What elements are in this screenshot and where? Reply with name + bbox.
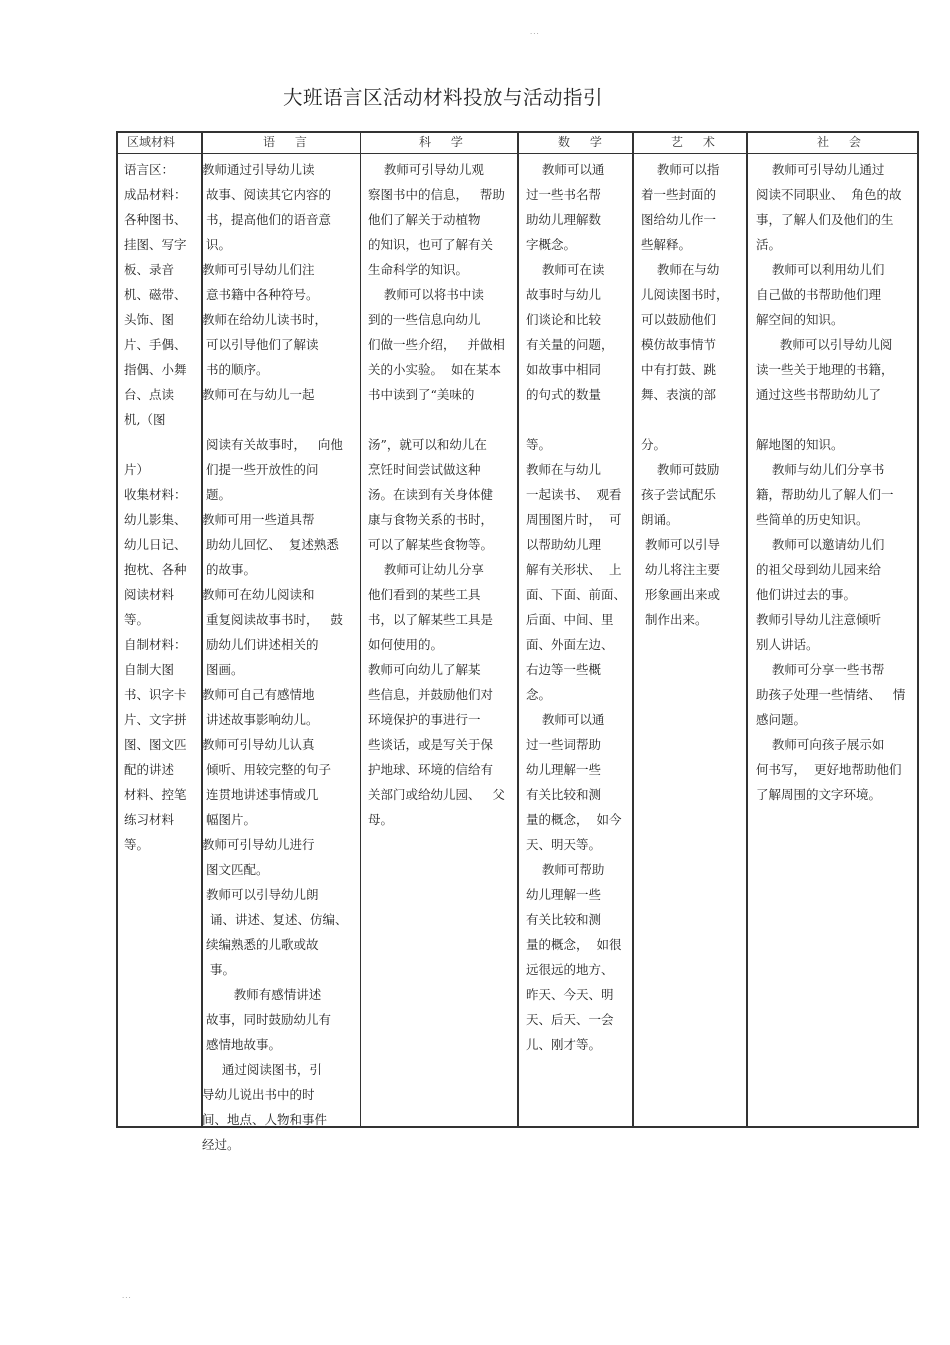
cell-text-line: 教师可引导幼儿通过 bbox=[756, 162, 885, 177]
cell-text-line: 教师通过引导幼儿读 bbox=[202, 162, 315, 177]
cell-text-line: 助幼儿回忆、 复述熟悉 bbox=[202, 537, 339, 552]
cell-text-line: 些谈话，或是写关于保 bbox=[368, 737, 494, 752]
cell-text-line: 教师可以通 bbox=[526, 712, 605, 727]
language-column bbox=[202, 157, 347, 1157]
cell-text-line: 教师可以指 bbox=[641, 162, 720, 177]
cell-text-line: 图、图文匹 bbox=[124, 737, 187, 752]
math-column bbox=[526, 157, 626, 1057]
cell-text-line: 助幼儿理解数 bbox=[526, 212, 602, 227]
cell-text-line: 他们了解关于动植物 bbox=[368, 212, 481, 227]
cell-text-line: 幼儿将注主要 bbox=[641, 562, 720, 577]
cell-text-line: 幼儿理解一些 bbox=[526, 887, 602, 902]
cell-text-line: 幼儿日记、 bbox=[124, 537, 187, 552]
column-border bbox=[517, 131, 519, 1128]
cell-text-line bbox=[202, 407, 347, 432]
cell-text-line: 书、识字卡 bbox=[124, 687, 187, 702]
cell-text-line: 教师可分享一些书帮 bbox=[756, 662, 885, 677]
cell-text-line: 教师在与幼儿 bbox=[526, 462, 602, 477]
cell-text-line: 助孩子处理一些情绪、 情 bbox=[756, 687, 906, 702]
cell-text-line: 机,（图 bbox=[124, 412, 166, 427]
cell-text-line: 关部门或给幼儿园、 父 bbox=[368, 787, 505, 802]
cell-text-line: 感情地故事。 bbox=[202, 1037, 281, 1052]
cell-text-line: 教师可帮助 bbox=[526, 862, 605, 877]
science-column bbox=[368, 157, 505, 832]
cell-text-line: 活。 bbox=[756, 237, 782, 252]
cell-text-line: 教师有感情讲述 bbox=[202, 987, 322, 1002]
cell-text-line: 指偶、小舞 bbox=[124, 362, 187, 377]
cell-text-line: 舞、表演的部 bbox=[641, 387, 717, 402]
cell-text-line: 昨天、今天、明 bbox=[526, 987, 614, 1002]
cell-text-line: 们提一些开放性的问 bbox=[202, 462, 319, 477]
header-science: 科 学 bbox=[419, 135, 471, 149]
cell-text-line: 配的讲述 bbox=[124, 762, 175, 777]
cell-text-line: 环境保护的事进行一 bbox=[368, 712, 481, 727]
cell-text-line: 事，了解人们及他们的生 bbox=[756, 212, 894, 227]
cell-text-line: 籍，帮助幼儿了解人们一 bbox=[756, 487, 894, 502]
cell-text-line: 教师可在与幼儿一起 bbox=[202, 387, 315, 402]
cell-text-line: 别人讲话。 bbox=[756, 637, 819, 652]
cell-text-line: 面、外面左边、 bbox=[526, 637, 614, 652]
cell-text-line: 感问题。 bbox=[756, 712, 807, 727]
cell-text-line: 成品材料： bbox=[124, 187, 187, 202]
cell-text-line: 教师可以引导幼儿阅 bbox=[756, 337, 893, 352]
cell-text-line: 解有关形状、 上 bbox=[526, 562, 622, 577]
cell-text-line: 教师可在幼儿阅读和 bbox=[202, 587, 315, 602]
cell-text-line: 有关量的问题， bbox=[526, 337, 614, 352]
cell-text-line: 故事时与幼儿 bbox=[526, 287, 602, 302]
cell-text-line: 读一些关于地理的书籍， bbox=[756, 362, 894, 377]
cell-text-line bbox=[368, 407, 505, 432]
cell-text-line: 教师可以利用幼儿们 bbox=[756, 262, 885, 277]
column-border bbox=[917, 131, 919, 1128]
cell-text-line: 面、下面、前面、 bbox=[526, 587, 627, 602]
cell-text-line: 些解释。 bbox=[641, 237, 692, 252]
column-border bbox=[632, 131, 634, 1128]
cell-text-line: 通过阅读图书，引 bbox=[202, 1062, 322, 1077]
page-title: 大班语言区活动材料投放与活动指引 bbox=[283, 86, 604, 109]
cell-text-line: 儿、刚才等。 bbox=[526, 1037, 602, 1052]
header-language: 语 言 bbox=[263, 135, 315, 149]
cell-text-line: 教师可引导幼儿们注 bbox=[202, 262, 315, 277]
cell-text-line: 间、地点、人物和事件 bbox=[202, 1112, 328, 1127]
cell-text-line: 何书写， 更好地帮助他们 bbox=[756, 762, 902, 777]
cell-text-line: 汤”，就可以和幼儿在 bbox=[368, 437, 487, 452]
cell-text-line: 头饰、图 bbox=[124, 312, 175, 327]
cell-text-line: 教师可以通 bbox=[526, 162, 605, 177]
cell-text-line: 着一些封面的 bbox=[641, 187, 717, 202]
materials-column bbox=[124, 157, 187, 857]
cell-text-line: 教师在给幼儿读书时， bbox=[202, 312, 328, 327]
cell-text-line: 教师与幼儿们分享书 bbox=[756, 462, 885, 477]
cell-text-line: 阅读不同职业、 角色的故 bbox=[756, 187, 902, 202]
cell-text-line: 自制大图 bbox=[124, 662, 175, 677]
cell-text-line: 如故事中相同 bbox=[526, 362, 602, 377]
cell-text-line: 过一些书名帮 bbox=[526, 187, 602, 202]
cell-text-line: 机、磁带、 bbox=[124, 287, 187, 302]
cell-text-line: 解地图的知识。 bbox=[756, 437, 844, 452]
cell-text-line: 量的概念， 如今 bbox=[526, 812, 622, 827]
cell-text-line: 教师可引导幼儿认真 bbox=[202, 737, 315, 752]
cell-text-line: 远很远的地方、 bbox=[526, 962, 614, 977]
cell-text-line: 有关比较和测 bbox=[526, 787, 602, 802]
cell-text-line: 些简单的历史知识。 bbox=[756, 512, 869, 527]
cell-text-line: 意书籍中各种符号。 bbox=[202, 287, 319, 302]
cell-text-line: 续编熟悉的儿歌或故 bbox=[202, 937, 319, 952]
header-art: 艺 术 bbox=[671, 135, 723, 149]
cell-text-line: 们谈论和比较 bbox=[526, 312, 602, 327]
top-page-mark: ... bbox=[530, 28, 540, 36]
cell-text-line: 教师可鼓励 bbox=[641, 462, 720, 477]
header-math: 数 学 bbox=[558, 135, 610, 149]
cell-text-line: 各种图书、 bbox=[124, 212, 187, 227]
cell-text-line: 孩子尝试配乐 bbox=[641, 487, 717, 502]
cell-text-line: 书中读到了“美味的 bbox=[368, 387, 475, 402]
cell-text-line: 中有打鼓、跳 bbox=[641, 362, 717, 377]
column-border bbox=[746, 131, 748, 1128]
cell-text-line: 片） bbox=[124, 462, 150, 477]
cell-text-line: 教师在与幼 bbox=[641, 262, 720, 277]
cell-text-line: 幼儿理解一些 bbox=[526, 762, 602, 777]
cell-text-line: 事。 bbox=[202, 962, 235, 977]
cell-text-line: 的祖父母到幼儿园来给 bbox=[756, 562, 882, 577]
cell-text-line: 量的概念， 如很 bbox=[526, 937, 622, 952]
cell-text-line: 台、点读 bbox=[124, 387, 175, 402]
cell-text-line: 制作出来。 bbox=[641, 612, 708, 627]
cell-text-line: 讲述故事影响幼儿。 bbox=[202, 712, 319, 727]
cell-text-line: 可以鼓励他们 bbox=[641, 312, 717, 327]
cell-text-line: 导幼儿说出书中的时 bbox=[202, 1087, 315, 1102]
cell-text-line: 图画。 bbox=[202, 662, 244, 677]
cell-text-line: 教师可引导幼儿进行 bbox=[202, 837, 315, 852]
cell-text-line: 幅图片。 bbox=[202, 812, 256, 827]
cell-text-line: 模仿故事情节 bbox=[641, 337, 717, 352]
cell-text-line: 书，提高他们的语音意 bbox=[202, 212, 331, 227]
cell-text-line: 自己做的书帮助他们理 bbox=[756, 287, 882, 302]
cell-text-line: 们做一些介绍， 并做相 bbox=[368, 337, 505, 352]
cell-text-line: 板、录音 bbox=[124, 262, 175, 277]
header-society: 社 会 bbox=[817, 135, 869, 149]
cell-text-line: 他们讲过去的事。 bbox=[756, 587, 857, 602]
cell-text-line: 收集材料： bbox=[124, 487, 187, 502]
cell-text-line: 有关比较和测 bbox=[526, 912, 602, 927]
cell-text-line: 教师可自己有感情地 bbox=[202, 687, 315, 702]
cell-text-line: 挂图、写字 bbox=[124, 237, 187, 252]
cell-text-line: 等。 bbox=[526, 437, 552, 452]
cell-text-line: 教师可在读 bbox=[526, 262, 605, 277]
cell-text-line: 故事，同时鼓励幼儿有 bbox=[202, 1012, 331, 1027]
cell-text-line: 康与食物关系的书时， bbox=[368, 512, 494, 527]
cell-text-line: 到的一些信息向幼儿 bbox=[368, 312, 481, 327]
cell-text-line: 以帮助幼儿理 bbox=[526, 537, 602, 552]
header-materials: 区域材料 bbox=[127, 135, 176, 149]
art-column bbox=[641, 157, 729, 632]
cell-text-line: 解空间的知识。 bbox=[756, 312, 844, 327]
cell-text-line bbox=[124, 432, 187, 457]
cell-text-line bbox=[756, 407, 905, 432]
cell-text-line: 字概念。 bbox=[526, 237, 577, 252]
cell-text-line: 教师可以引导 bbox=[641, 537, 720, 552]
cell-text-line: 通过这些书帮助幼儿了 bbox=[756, 387, 882, 402]
cell-text-line: 一起读书、 观看 bbox=[526, 487, 622, 502]
bottom-page-mark: ... bbox=[122, 1292, 132, 1300]
cell-text-line: 护地球、环境的信给有 bbox=[368, 762, 494, 777]
cell-text-line: 书，以了解某些工具是 bbox=[368, 612, 494, 627]
cell-text-line: 天、明天等。 bbox=[526, 837, 602, 852]
cell-text-line: 天、后天、一会 bbox=[526, 1012, 614, 1027]
cell-text-line: 教师引导幼儿注意倾听 bbox=[756, 612, 882, 627]
cell-text-line: 片、手偶、 bbox=[124, 337, 187, 352]
column-border bbox=[116, 131, 118, 1128]
cell-text-line: 形象画出来或 bbox=[641, 587, 720, 602]
cell-text-line: 重复阅读故事书时， 鼓 bbox=[202, 612, 343, 627]
cell-text-line: 教师可向幼儿了解某 bbox=[368, 662, 481, 677]
cell-text-line: 可以引导他们了解读 bbox=[202, 337, 319, 352]
cell-text-line: 些信息，并鼓励他们对 bbox=[368, 687, 494, 702]
cell-text-line: 教师可用一些道具帮 bbox=[202, 512, 315, 527]
cell-text-line: 儿阅读图书时， bbox=[641, 287, 729, 302]
cell-text-line: 右边等一些概 bbox=[526, 662, 602, 677]
column-border bbox=[360, 131, 361, 1128]
cell-text-line: 过一些词帮助 bbox=[526, 737, 602, 752]
cell-text-line: 材料、控笔 bbox=[124, 787, 187, 802]
cell-text-line: 了解周围的文字环境。 bbox=[756, 787, 882, 802]
cell-text-line: 分。 bbox=[641, 437, 667, 452]
cell-text-line: 念。 bbox=[526, 687, 552, 702]
cell-text-line: 关的小实验。 如在某本 bbox=[368, 362, 501, 377]
cell-text-line: 等。 bbox=[124, 837, 150, 852]
cell-text-line: 教师可引导幼儿观 bbox=[368, 162, 484, 177]
cell-text-line: 母。 bbox=[368, 812, 394, 827]
cell-text-line: 汤。在读到有关身体健 bbox=[368, 487, 494, 502]
cell-text-line: 诵、讲述、复述、仿编、 bbox=[202, 912, 348, 927]
cell-text-line: 励幼儿们讲述相关的 bbox=[202, 637, 319, 652]
cell-text-line: 幼儿影集、 bbox=[124, 512, 187, 527]
cell-text-line: 后面、中间、里 bbox=[526, 612, 614, 627]
cell-text-line: 故事、阅读其它内容的 bbox=[202, 187, 331, 202]
cell-text-line bbox=[526, 407, 626, 432]
cell-text-line: 察图书中的信息， 帮助 bbox=[368, 187, 505, 202]
cell-text-line: 阅读材料 bbox=[124, 587, 175, 602]
activity-guide-table bbox=[116, 131, 919, 1152]
cell-text-line: 烹饪时间尝试做这种 bbox=[368, 462, 481, 477]
cell-text-line: 的句式的数量 bbox=[526, 387, 602, 402]
cell-text-line: 的知识，也可了解有关 bbox=[368, 237, 494, 252]
cell-text-line: 他们看到的某些工具 bbox=[368, 587, 481, 602]
cell-text-line: 图文匹配。 bbox=[202, 862, 269, 877]
cell-text-line bbox=[641, 407, 729, 432]
cell-text-line: 教师可向孩子展示如 bbox=[756, 737, 885, 752]
cell-text-line: 连贯地讲述事情或几 bbox=[202, 787, 319, 802]
cell-text-line: 教师可以将书中读 bbox=[368, 287, 484, 302]
cell-text-line: 倾听、用较完整的句子 bbox=[202, 762, 331, 777]
cell-text-line: 片、文字拼 bbox=[124, 712, 187, 727]
cell-text-line: 自制材料： bbox=[124, 637, 187, 652]
cell-text-line: 语言区： bbox=[124, 162, 175, 177]
cell-text-line: 等。 bbox=[124, 612, 150, 627]
cell-text-line: 图给幼儿作一 bbox=[641, 212, 717, 227]
cell-text-line: 抱枕、各种 bbox=[124, 562, 187, 577]
cell-text-line: 生命科学的知识。 bbox=[368, 262, 469, 277]
cell-text-line: 识。 bbox=[202, 237, 231, 252]
cell-text-line: 经过。 bbox=[202, 1137, 240, 1152]
cell-text-line: 如何使用的。 bbox=[368, 637, 444, 652]
cell-text-line: 书的顺序。 bbox=[202, 362, 269, 377]
cell-text-line: 练习材料 bbox=[124, 812, 175, 827]
cell-text-line: 教师可以邀请幼儿们 bbox=[756, 537, 885, 552]
cell-text-line: 周围图片时， 可 bbox=[526, 512, 622, 527]
cell-text-line: 的故事。 bbox=[202, 562, 256, 577]
cell-text-line: 朗诵。 bbox=[641, 512, 679, 527]
cell-text-line: 题。 bbox=[202, 487, 231, 502]
cell-text-line: 教师可让幼儿分享 bbox=[368, 562, 484, 577]
society-column bbox=[756, 157, 905, 807]
cell-text-line: 可以了解某些食物等。 bbox=[368, 537, 494, 552]
cell-text-line: 教师可以引导幼儿朗 bbox=[202, 887, 319, 902]
cell-text-line: 阅读有关故事时， 向他 bbox=[202, 437, 343, 452]
